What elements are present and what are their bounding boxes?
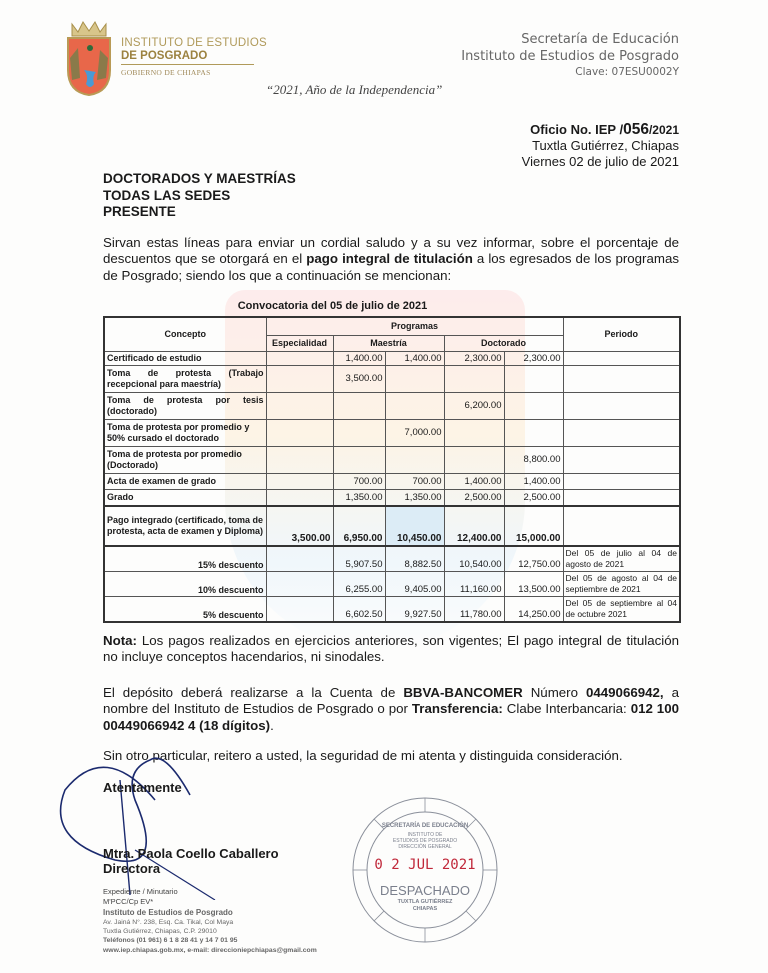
cell-especialidad — [266, 392, 333, 419]
deposit-text: a nombre del Instituto de Estudios de Posgrado o por — [103, 685, 679, 717]
table-row — [104, 392, 680, 419]
footer-initials: M'PCC/Cp EV* — [103, 897, 154, 906]
cell-doctorado-a: 6,200.00 — [444, 392, 504, 419]
cell-doctorado-a — [444, 365, 504, 392]
cell-periodo — [563, 419, 680, 446]
stamp-inner1: INSTITUTO DE — [407, 832, 443, 838]
cell-maestria-a: 3,500.00 — [333, 365, 385, 392]
intro-bold: pago integral de titulación — [306, 251, 473, 267]
discount-maestria-b: 9,927.50 — [385, 597, 444, 623]
cell-doctorado-b — [504, 392, 563, 419]
cell-doctorado-b: 2,300.00 — [504, 351, 563, 365]
cell-maestria-b: 700.00 — [385, 473, 444, 489]
footer-address1: Av. Jainá N°. 238, Esq. Ca. Tikal, Col Maya — [103, 919, 234, 926]
discount-doctorado-a: 11,780.00 — [444, 597, 504, 623]
discount-especialidad — [266, 546, 333, 572]
row-concepto: Toma de protesta (Trabajo recepcional para maestría) — [104, 365, 266, 392]
secretariat-name: Secretaría de Educación — [521, 32, 679, 47]
cell-periodo — [563, 489, 680, 506]
deposit-paragraph — [103, 685, 679, 734]
deposit-text: . — [270, 717, 274, 733]
letter-place: Tuxtla Gutiérrez, Chiapas — [532, 138, 679, 153]
oficio-num: 056 — [623, 121, 649, 138]
cell-doctorado-b: 8,800.00 — [504, 446, 563, 473]
handwritten-signature-icon — [45, 740, 245, 900]
stamp-inner2: ESTUDIOS DE POSGRADO — [392, 838, 458, 844]
recipient-block — [103, 171, 296, 221]
table-row-discount — [104, 546, 680, 572]
header-maestria: Maestría — [333, 335, 444, 351]
cell-doctorado-b — [504, 419, 563, 446]
header-doctorado: Doctorado — [444, 335, 563, 351]
cell-especialidad — [266, 365, 333, 392]
stamp-top: SECRETARÍA DE EDUCACIÓN — [381, 823, 469, 829]
letter-date: Viernes 02 de julio de 2021 — [521, 154, 679, 169]
cell-especialidad — [266, 419, 333, 446]
discount-doctorado-b: 13,500.00 — [504, 572, 563, 597]
stamp-inner3: DIRECCIÓN GENERAL — [398, 844, 452, 850]
cell-doctorado-b — [504, 365, 563, 392]
cell-periodo — [563, 446, 680, 473]
fees-table — [103, 316, 681, 623]
received-stamp — [350, 795, 500, 945]
table-row — [104, 473, 680, 489]
row-concepto: Grado — [104, 489, 266, 506]
oficio-year: /2021 — [648, 123, 679, 137]
stamp-date: 0 2 JUL 2021 — [374, 857, 476, 873]
footer-institute: Instituto de Estudios de Posgrado — [103, 908, 233, 917]
intro-text: Sirvan estas líneas para enviar un cordial saludo y a su vez informar, sobre el porcentaje de descuentos que se otorgará en el — [103, 235, 679, 267]
institute-name-line2: DE POSGRADO — [121, 50, 208, 62]
header-especialidad: Especialidad — [266, 335, 333, 351]
total-doctorado-a: 12,400.00 — [444, 506, 504, 546]
discount-periodo: Del 05 de agosto al 04 de septiembre de 2021 — [563, 572, 680, 597]
deposit-text: Clabe Interbancaria: — [502, 701, 631, 717]
cell-periodo — [563, 473, 680, 489]
discount-doctorado-b: 12,750.00 — [504, 546, 563, 572]
signer-title: Directora — [103, 861, 161, 876]
deposit-text: Número — [522, 685, 586, 700]
discount-maestria-a: 5,907.50 — [333, 546, 385, 572]
cell-periodo — [563, 365, 680, 392]
total-concepto: Pago integrado (certificado, toma de protesta, acta de examen y Diploma) — [104, 506, 266, 546]
cell-doctorado-b: 1,400.00 — [504, 473, 563, 489]
table-row — [104, 365, 680, 392]
cell-maestria-b: 7,000.00 — [385, 419, 444, 446]
cell-especialidad — [266, 473, 333, 489]
cell-doctorado-a: 2,300.00 — [444, 351, 504, 365]
discount-label: 5% descuento — [104, 597, 266, 623]
total-maestria-a: 6,950.00 — [333, 506, 385, 546]
table-row-discount — [104, 572, 680, 597]
oficio-number — [530, 121, 679, 139]
institute-full-name: Instituto de Estudios de Posgrado — [461, 49, 679, 64]
cell-maestria-a: 1,350.00 — [333, 489, 385, 506]
table-row — [104, 446, 680, 473]
cell-especialidad — [266, 446, 333, 473]
clabe-number: 012 100 00449066942 4 (18 dígitos) — [103, 701, 679, 733]
header-periodo: Periodo — [563, 317, 680, 351]
recipient-line: DOCTORADOS Y MAESTRÍAS — [103, 171, 296, 186]
cell-doctorado-a — [444, 419, 504, 446]
row-concepto: Certificado de estudio — [104, 351, 266, 365]
cell-doctorado-a: 1,400.00 — [444, 473, 504, 489]
cell-maestria-b: 1,400.00 — [385, 351, 444, 365]
table-row-total — [104, 506, 680, 546]
discount-label: 10% descuento — [104, 572, 266, 597]
institute-clave: Clave: 07ESU0002Y — [575, 66, 679, 78]
table-row-discount — [104, 597, 680, 623]
discount-doctorado-a: 11,160.00 — [444, 572, 504, 597]
deposit-text: El depósito deberá realizarse a la Cuenta de — [103, 685, 404, 700]
header-programas: Programas — [266, 317, 563, 335]
note-text: Los pagos realizados en ejercicios anteriores, son vigentes; El pago integral de titulación no incluye conceptos hacendarios, ni sinodales. — [103, 633, 679, 665]
table-title: Convocatoria del 05 de julio de 2021 — [237, 300, 428, 312]
cell-especialidad — [266, 489, 333, 506]
discount-maestria-b: 8,882.50 — [385, 546, 444, 572]
oficio-prefix: Oficio No. IEP / — [530, 122, 624, 137]
closing-paragraph: Sin otro particular, reitero a usted, la seguridad de mi atenta y distinguida consideración. — [103, 748, 623, 763]
cell-doctorado-a — [444, 446, 504, 473]
bank-name: BBVA-BANCOMER — [403, 685, 523, 700]
cell-maestria-b: 1,350.00 — [385, 489, 444, 506]
row-concepto: Acta de examen de grado — [104, 473, 266, 489]
cell-doctorado-a: 2,500.00 — [444, 489, 504, 506]
cell-periodo — [563, 351, 680, 365]
intro-text-end: a los egresados de los programas de Posgrado; siendo los que a continuación se mencionan: — [103, 251, 680, 283]
row-concepto: Toma de protesta por promedio y 50% cursado el doctorado — [104, 419, 266, 446]
total-especialidad: 3,500.00 — [266, 506, 333, 546]
cell-maestria-a: 1,400.00 — [333, 351, 385, 365]
note-paragraph — [103, 633, 679, 666]
year-motto: “2021, Año de la Independencia” — [266, 82, 443, 97]
discount-doctorado-b: 14,250.00 — [504, 597, 563, 623]
footer-phones: Teléfonos (01 961) 6 1 8 28 41 y 14 7 01 95 — [103, 937, 238, 944]
stamp-status: DESPACHADO — [379, 883, 471, 898]
recipient-line: PRESENTE — [103, 204, 176, 219]
cell-especialidad — [266, 351, 333, 365]
total-doctorado-b: 15,000.00 — [504, 506, 563, 546]
regards-label: Atentamente — [103, 780, 182, 795]
discount-maestria-a: 6,255.00 — [333, 572, 385, 597]
government-label: GOBIERNO DE CHIAPAS — [121, 68, 211, 77]
stamp-city2: CHIAPAS — [412, 906, 438, 912]
footer-file: Expediente / Minutario — [103, 887, 178, 896]
cell-maestria-a — [333, 446, 385, 473]
footer-address2: Tuxtla Gutiérrez, Chiapas, C.P. 29010 — [103, 928, 217, 935]
cell-doctorado-b: 2,500.00 — [504, 489, 563, 506]
cell-maestria-b — [385, 392, 444, 419]
discount-especialidad — [266, 572, 333, 597]
cell-periodo — [563, 392, 680, 419]
institute-name-line1: INSTITUTO DE ESTUDIOS — [121, 37, 267, 49]
table-row — [104, 489, 680, 506]
transfer-label: Transferencia: — [411, 701, 503, 717]
discount-maestria-a: 6,602.50 — [333, 597, 385, 623]
stamp-city1: TUXTLA GUTIÉRREZ — [397, 899, 453, 905]
cell-maestria-a: 700.00 — [333, 473, 385, 489]
chiapas-coat-of-arms-icon — [64, 18, 114, 96]
discount-periodo: Del 05 de septiembre al 04 de octubre 2021 — [563, 597, 680, 623]
row-concepto: Toma de protesta por promedio (Doctorado) — [104, 446, 266, 473]
account-number: 0449066942, — [585, 685, 664, 700]
cell-maestria-a — [333, 419, 385, 446]
total-maestria-b: 10,450.00 — [385, 506, 444, 546]
cell-maestria-b — [385, 446, 444, 473]
recipient-line: TODAS LAS SEDES — [103, 187, 231, 203]
discount-label: 15% descuento — [104, 546, 266, 572]
discount-especialidad — [266, 597, 333, 623]
intro-paragraph — [103, 235, 679, 284]
header-concepto: Concepto — [104, 317, 266, 351]
cell-maestria-b — [385, 365, 444, 392]
header-divider — [121, 64, 254, 65]
row-concepto: Toma de protesta por tesis (doctorado) — [104, 392, 266, 419]
table-row — [104, 351, 680, 365]
footer-web: www.iep.chiapas.gob.mx, e-mail: direccioniepchiapas@gmail.com — [103, 947, 317, 954]
total-periodo — [563, 506, 680, 546]
discount-periodo: Del 05 de julio al 04 de agosto de 2021 — [563, 546, 680, 572]
discount-maestria-b: 9,405.00 — [385, 572, 444, 597]
table-row — [104, 419, 680, 446]
cell-maestria-a — [333, 392, 385, 419]
discount-doctorado-a: 10,540.00 — [444, 546, 504, 572]
note-label: Nota: — [103, 633, 137, 648]
signer-name: Mtra. Paola Coello Caballero — [103, 846, 279, 861]
